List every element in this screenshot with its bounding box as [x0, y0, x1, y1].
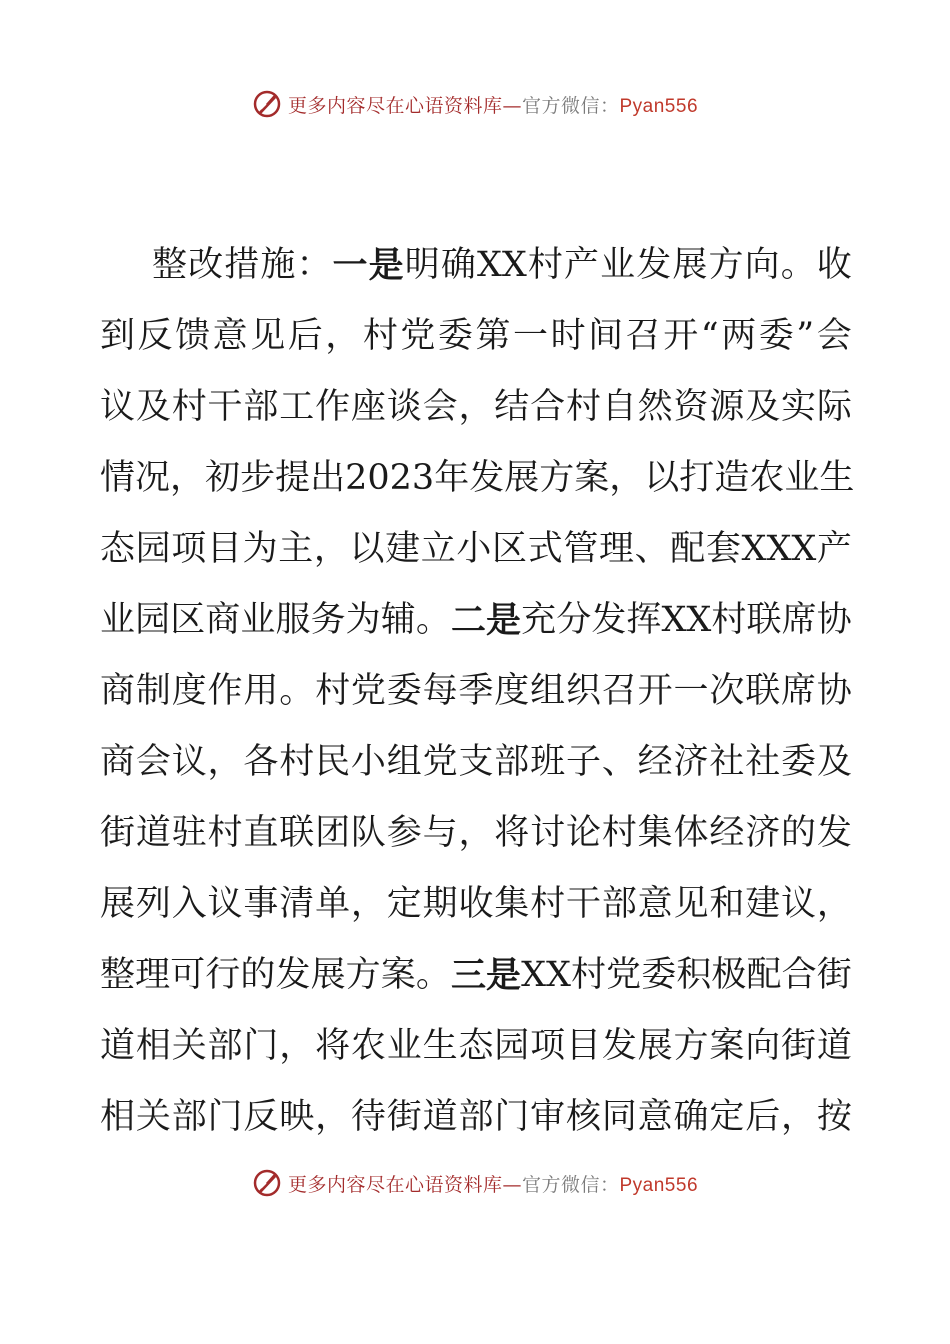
text-glyph: 支: [458, 742, 494, 782]
text-glyph: 建: [385, 529, 421, 569]
text-glyph: 发: [816, 813, 852, 853]
text-glyph: 将: [494, 813, 530, 853]
text-glyph: 项: [171, 529, 207, 569]
text-glyph: 目: [206, 529, 242, 569]
text-glyph: 会: [135, 742, 171, 782]
text-glyph: 挥: [626, 600, 662, 640]
text-glyph: 自: [601, 387, 637, 427]
text-glyph: 街: [816, 955, 852, 995]
text-glyph: 产: [564, 245, 600, 285]
text-glyph: 间: [588, 316, 624, 356]
text-glyph: 后: [287, 316, 323, 356]
text-glyph: 村: [362, 316, 398, 356]
text-glyph: 道: [100, 1026, 136, 1066]
text-glyph: 。: [780, 245, 816, 285]
text-glyph: 可: [170, 955, 206, 995]
text-glyph: 道: [135, 813, 171, 853]
text-glyph: 开: [637, 671, 673, 711]
text-glyph: 映: [279, 1097, 315, 1137]
text-glyph: 度: [171, 671, 207, 711]
text-glyph: 然: [637, 387, 673, 427]
text-glyph: ，: [313, 529, 349, 569]
text-glyph: 配: [670, 529, 706, 569]
text-glyph: 席: [781, 671, 817, 711]
text-glyph: 各: [243, 742, 279, 782]
text-glyph: 组: [530, 671, 566, 711]
text-glyph: 小: [456, 529, 492, 569]
text-glyph: 部: [243, 387, 279, 427]
text-glyph: 整: [152, 245, 188, 285]
text-glyph: 联: [745, 671, 781, 711]
text-glyph: 审: [530, 1097, 566, 1137]
text-glyph: 充: [521, 600, 557, 640]
text-line: [100, 1082, 852, 1153]
text-glyph: 确: [673, 1097, 709, 1137]
text-glyph: 农: [749, 458, 785, 498]
text-glyph: 及: [816, 742, 852, 782]
text-glyph: 年: [434, 458, 470, 498]
text-glyph: 讨: [530, 813, 566, 853]
text-glyph: 方: [345, 955, 381, 995]
text-glyph: 以: [349, 529, 385, 569]
text-glyph: ，: [207, 742, 243, 782]
text-glyph: 到: [100, 316, 136, 356]
text-glyph: 参: [386, 813, 422, 853]
text-glyph: 议: [207, 884, 243, 924]
text-glyph: 议: [100, 387, 136, 427]
watermark-wechat-label: 官方微信：: [521, 94, 620, 117]
text-glyph: 措: [224, 245, 260, 285]
text-glyph: 二: [450, 600, 486, 641]
text-glyph: ，: [609, 458, 645, 498]
text-glyph: 队: [350, 813, 386, 853]
text-glyph: 将: [315, 1026, 351, 1066]
text-glyph: 意: [637, 884, 673, 924]
text-line: [100, 585, 852, 656]
text-glyph: 管: [563, 529, 599, 569]
text-glyph: 是: [486, 600, 522, 641]
text-glyph: 一: [332, 245, 368, 286]
text-glyph: 次: [709, 671, 745, 711]
text-glyph: 立: [420, 529, 456, 569]
text-glyph: 定: [386, 884, 422, 924]
text-glyph: 时: [550, 316, 586, 356]
text-glyph: 道: [816, 1026, 852, 1066]
text-glyph: 目: [565, 1026, 601, 1066]
text-glyph: 定: [709, 1097, 745, 1137]
text-glyph: 和: [709, 884, 745, 924]
watermark-text: [288, 1170, 698, 1197]
text-glyph: 施: [260, 245, 296, 285]
text-line: [100, 301, 852, 372]
text-glyph: 论: [565, 813, 601, 853]
text-glyph: 出: [310, 458, 346, 498]
text-glyph: 相: [135, 1026, 171, 1066]
text-glyph: 商: [100, 671, 136, 711]
text-glyph: 委: [641, 955, 677, 995]
text-glyph: 展: [100, 884, 136, 924]
text-glyph: 建: [745, 884, 781, 924]
text-glyph: 入: [171, 884, 207, 924]
text-glyph: 班: [530, 742, 566, 782]
text-glyph: 项: [530, 1026, 566, 1066]
text-glyph: 村: [207, 813, 243, 853]
text-glyph: 步: [240, 458, 276, 498]
text-glyph: 驻: [171, 813, 207, 853]
text-glyph: 明: [404, 245, 440, 285]
text-glyph: 委: [437, 316, 473, 356]
text-glyph: 一: [673, 671, 709, 711]
text-glyph: 展: [504, 458, 540, 498]
text-glyph: 提: [275, 458, 311, 498]
text-glyph: 源: [709, 387, 745, 427]
text-glyph: 展: [672, 245, 708, 285]
text-glyph: 村: [601, 813, 637, 853]
text-glyph: 资: [673, 387, 709, 427]
text-glyph: 改: [188, 245, 224, 285]
text-glyph: 及: [745, 387, 781, 427]
text-glyph: ，: [170, 458, 206, 498]
text-glyph: 式: [527, 529, 563, 569]
text-glyph: 委: [386, 671, 422, 711]
text-glyph: 以: [644, 458, 680, 498]
text-glyph: 部: [171, 1097, 207, 1137]
text-glyph: 商: [100, 742, 136, 782]
text-glyph: 服: [275, 600, 311, 640]
text-line: [100, 656, 852, 727]
text-glyph: 极: [711, 955, 747, 995]
text-glyph: 主: [278, 529, 314, 569]
text-glyph: 体: [673, 813, 709, 853]
text-glyph: 作: [207, 671, 243, 711]
watermark-wechat-id: Pyan556: [619, 1174, 699, 1196]
text-glyph: 每: [422, 671, 458, 711]
text-glyph: ，: [350, 884, 386, 924]
text-glyph: 。: [415, 600, 451, 640]
text-glyph: 组: [386, 742, 422, 782]
text-glyph: 列: [135, 884, 171, 924]
text-glyph: 社: [709, 742, 745, 782]
text-glyph: ，: [279, 1026, 315, 1066]
text-glyph: 直: [243, 813, 279, 853]
text-glyph: 村: [527, 245, 563, 285]
text-glyph: 农: [350, 1026, 386, 1066]
text-glyph: 小: [350, 742, 386, 782]
text-glyph: 馈: [175, 316, 211, 356]
text-glyph: 案: [380, 955, 416, 995]
text-glyph: 发: [469, 458, 505, 498]
watermark-site-name: 更多内容尽在心语资料库: [287, 1173, 503, 1196]
text-glyph: 确: [440, 245, 476, 285]
text-glyph: 。: [415, 955, 451, 995]
text-glyph: 三: [450, 955, 486, 996]
text-glyph: 工: [279, 387, 315, 427]
text-glyph: 业: [784, 458, 820, 498]
text-glyph: 的: [781, 813, 817, 853]
text-glyph: 区: [170, 600, 206, 640]
text-glyph: 理: [135, 955, 171, 995]
text-glyph: 用: [243, 671, 279, 711]
text-glyph: 是: [368, 245, 404, 286]
text-glyph: 为: [242, 529, 278, 569]
text-glyph: 民: [315, 742, 351, 782]
text-glyph: “: [700, 316, 719, 356]
document-body: [100, 230, 855, 1153]
text-line: [100, 727, 852, 798]
text-glyph: 相: [100, 1097, 136, 1137]
text-glyph: 干: [207, 387, 243, 427]
text-line: [100, 230, 852, 301]
text-glyph: 积: [676, 955, 712, 995]
text-glyph: 的: [240, 955, 276, 995]
text-glyph: 展: [637, 1026, 673, 1066]
text-glyph: ，: [458, 813, 494, 853]
text-glyph: 部: [494, 742, 530, 782]
text-glyph: 商: [205, 600, 241, 640]
text-line: [100, 443, 855, 514]
text-glyph: ，: [816, 884, 852, 924]
text-glyph: 部: [601, 884, 637, 924]
text-glyph: 向: [744, 245, 780, 285]
text-glyph: 生: [819, 458, 855, 498]
text-glyph: 召: [601, 671, 637, 711]
text-glyph: 干: [565, 884, 601, 924]
text-glyph: 反: [137, 316, 173, 356]
text-glyph: ，: [315, 1097, 351, 1137]
watermark-separator: —: [502, 94, 522, 117]
text-glyph: 关: [171, 1026, 207, 1066]
text-glyph: 集: [494, 884, 530, 924]
text-glyph: 两: [721, 316, 757, 356]
text-glyph: 反: [243, 1097, 279, 1137]
text-glyph: 制: [135, 671, 171, 711]
text-glyph: 发: [591, 600, 627, 640]
text-glyph: XX: [521, 955, 571, 995]
text-glyph: 方: [673, 1026, 709, 1066]
text-glyph: 园: [135, 529, 171, 569]
text-glyph: ”: [796, 316, 815, 356]
text-glyph: 整: [100, 955, 136, 995]
text-glyph: 按: [816, 1097, 852, 1137]
watermark-separator: —: [502, 1173, 522, 1196]
text-glyph: 合: [530, 387, 566, 427]
text-glyph: 村: [315, 671, 351, 711]
text-glyph: 业: [600, 245, 636, 285]
text-glyph: 结: [494, 387, 530, 427]
text-glyph: 态: [458, 1026, 494, 1066]
text-glyph: 济: [745, 813, 781, 853]
text-glyph: 村: [530, 884, 566, 924]
text-glyph: ，: [325, 316, 361, 356]
text-glyph: 村: [711, 600, 747, 640]
text-glyph: 街: [781, 1026, 817, 1066]
text-glyph: 业: [100, 600, 136, 640]
text-glyph: 议: [781, 884, 817, 924]
text-glyph: 谈: [386, 387, 422, 427]
text-glyph: 部: [207, 1026, 243, 1066]
text-glyph: 委: [758, 316, 794, 356]
text-glyph: 党: [400, 316, 436, 356]
text-line: [100, 869, 852, 940]
text-glyph: 际: [816, 387, 852, 427]
text-glyph: 意: [212, 316, 248, 356]
text-glyph: 。: [279, 671, 315, 711]
text-glyph: 关: [135, 1097, 171, 1137]
text-glyph: 向: [745, 1026, 781, 1066]
watermark-wechat-id: Pyan556: [619, 95, 699, 117]
text-glyph: 子: [565, 742, 601, 782]
text-glyph: 、: [634, 529, 670, 569]
text-glyph: 党: [606, 955, 642, 995]
watermark-wechat-label: 官方微信：: [521, 1173, 620, 1196]
text-glyph: 村: [171, 387, 207, 427]
text-glyph: 座: [350, 387, 386, 427]
text-glyph: 团: [315, 813, 351, 853]
text-glyph: 作: [315, 387, 351, 427]
text-glyph: 第: [475, 316, 511, 356]
watermark-banner-top: [0, 84, 950, 124]
quill-circle-logo-icon: [252, 1168, 282, 1198]
text-glyph: 单: [315, 884, 351, 924]
text-glyph: 合: [781, 955, 817, 995]
text-glyph: 收: [816, 245, 852, 285]
text-glyph: 分: [556, 600, 592, 640]
text-glyph: 会: [816, 316, 852, 356]
text-glyph: 社: [745, 742, 781, 782]
text-glyph: 方: [539, 458, 575, 498]
text-glyph: 席: [781, 600, 817, 640]
text-glyph: 党: [422, 742, 458, 782]
text-glyph: 展: [310, 955, 346, 995]
text-glyph: 配: [746, 955, 782, 995]
text-glyph: 行: [205, 955, 241, 995]
text-line: [100, 940, 852, 1011]
text-glyph: 案: [709, 1026, 745, 1066]
text-glyph: 意: [637, 1097, 673, 1137]
text-glyph: 村: [565, 387, 601, 427]
text-glyph: 经: [637, 742, 673, 782]
text-glyph: 见: [250, 316, 286, 356]
text-glyph: 开: [663, 316, 699, 356]
text-glyph: 度: [494, 671, 530, 711]
text-glyph: 待: [350, 1097, 386, 1137]
text-glyph: 季: [458, 671, 494, 711]
text-glyph: 产: [816, 529, 852, 569]
text-glyph: 核: [565, 1097, 601, 1137]
text-glyph: 门: [494, 1097, 530, 1137]
text-glyph: XX: [476, 245, 527, 285]
text-glyph: 园: [494, 1026, 530, 1066]
text-line: [100, 372, 852, 443]
text-glyph: 门: [243, 1026, 279, 1066]
text-glyph: XX: [661, 600, 712, 640]
text-glyph: 为: [345, 600, 381, 640]
text-glyph: 2023: [345, 458, 435, 498]
text-glyph: 部: [458, 1097, 494, 1137]
text-glyph: 是: [486, 955, 522, 996]
text-glyph: 协: [816, 600, 852, 640]
text-glyph: 发: [601, 1026, 637, 1066]
text-glyph: 、: [601, 742, 637, 782]
text-glyph: 联: [746, 600, 782, 640]
text-glyph: 生: [422, 1026, 458, 1066]
quill-circle-logo-icon: [252, 89, 282, 119]
text-glyph: 套: [705, 529, 741, 569]
text-glyph: 街: [386, 1097, 422, 1137]
text-glyph: XXX: [741, 529, 817, 569]
watermark-banner-bottom: [0, 1163, 950, 1203]
text-glyph: 辅: [380, 600, 416, 640]
text-glyph: 态: [100, 529, 136, 569]
text-glyph: 园: [135, 600, 171, 640]
text-glyph: 会: [422, 387, 458, 427]
watermark-text: [288, 91, 698, 118]
text-glyph: 情: [100, 458, 136, 498]
text-line: [100, 1011, 852, 1082]
text-glyph: 务: [310, 600, 346, 640]
text-glyph: 业: [240, 600, 276, 640]
text-glyph: 事: [243, 884, 279, 924]
text-glyph: 业: [386, 1026, 422, 1066]
text-glyph: 与: [422, 813, 458, 853]
text-glyph: 区: [492, 529, 528, 569]
text-glyph: 期: [422, 884, 458, 924]
text-glyph: 收: [458, 884, 494, 924]
text-glyph: 理: [598, 529, 634, 569]
text-glyph: 后: [745, 1097, 781, 1137]
text-glyph: 道: [422, 1097, 458, 1137]
text-glyph: 发: [275, 955, 311, 995]
text-glyph: 同: [601, 1097, 637, 1137]
text-glyph: 村: [279, 742, 315, 782]
watermark-site-name: 更多内容尽在心语资料库: [287, 94, 503, 117]
text-glyph: 集: [637, 813, 673, 853]
text-glyph: 议: [171, 742, 207, 782]
text-glyph: 党: [350, 671, 386, 711]
text-glyph: 联: [279, 813, 315, 853]
text-glyph: 案: [574, 458, 610, 498]
text-glyph: ：: [296, 245, 332, 285]
text-glyph: 造: [714, 458, 750, 498]
text-line: [100, 514, 852, 585]
text-glyph: 召: [625, 316, 661, 356]
text-glyph: 街: [100, 813, 136, 853]
text-glyph: 及: [135, 387, 171, 427]
text-glyph: ，: [781, 1097, 817, 1137]
text-glyph: 见: [673, 884, 709, 924]
text-glyph: 济: [673, 742, 709, 782]
text-line: [100, 798, 852, 869]
text-glyph: 协: [816, 671, 852, 711]
text-glyph: 经: [709, 813, 745, 853]
text-glyph: 一: [513, 316, 549, 356]
text-glyph: 方: [708, 245, 744, 285]
text-glyph: 初: [205, 458, 241, 498]
text-glyph: 织: [565, 671, 601, 711]
text-glyph: 况: [135, 458, 171, 498]
text-glyph: 发: [636, 245, 672, 285]
text-glyph: 清: [279, 884, 315, 924]
text-glyph: ，: [458, 387, 494, 427]
text-glyph: 实: [781, 387, 817, 427]
text-glyph: 打: [679, 458, 715, 498]
text-glyph: 委: [781, 742, 817, 782]
text-glyph: 村: [571, 955, 607, 995]
text-glyph: 门: [207, 1097, 243, 1137]
